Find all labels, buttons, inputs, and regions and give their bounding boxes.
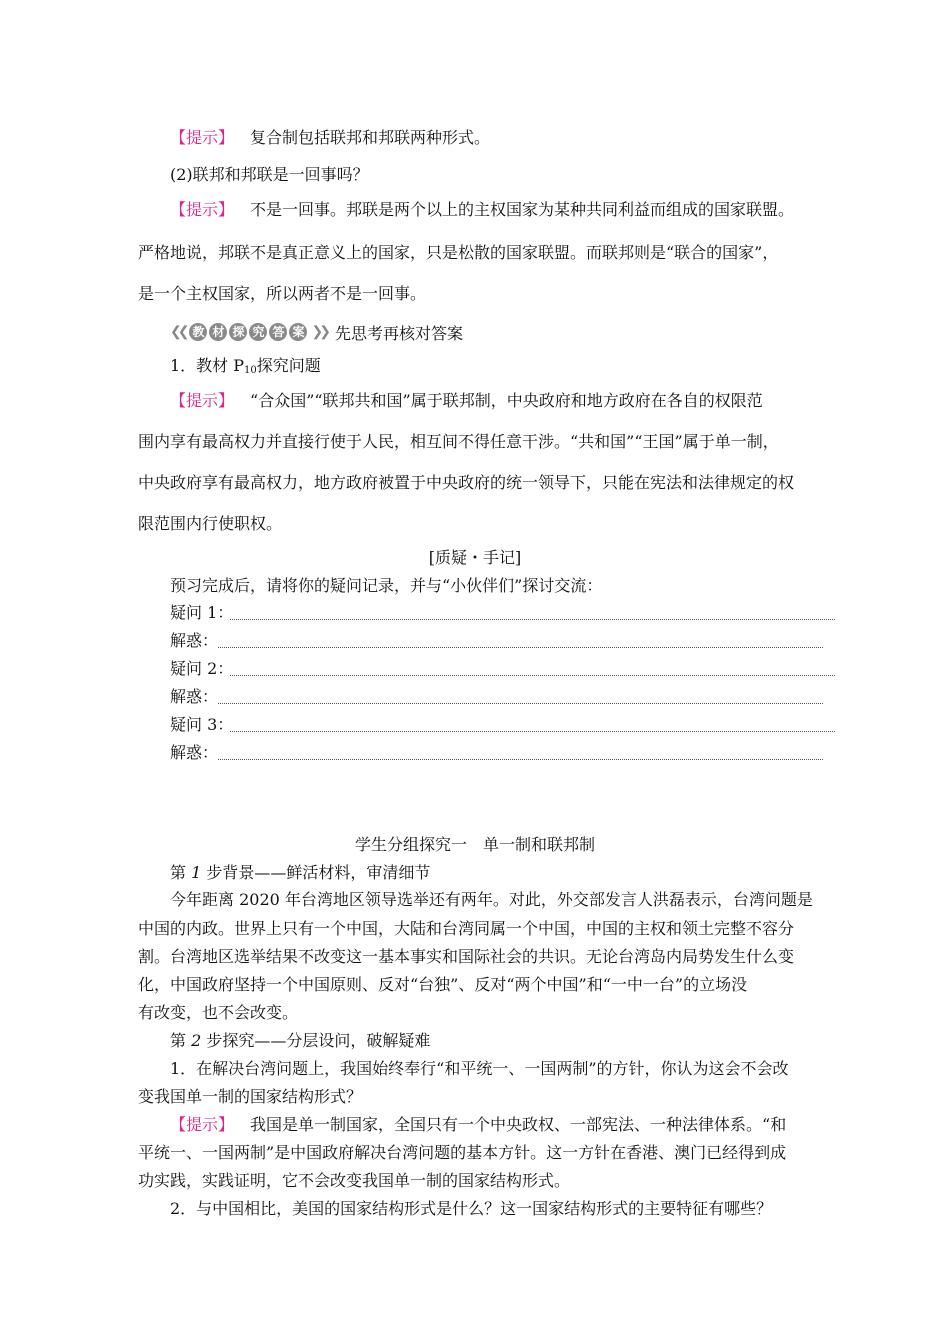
notes-title: [质疑・手记] bbox=[428, 548, 522, 567]
double-chevron-right-icon: ❯❯ bbox=[311, 324, 327, 340]
hint-label: 【提示】 bbox=[170, 391, 235, 410]
material-line: 化，中国政府坚持一个中国原则、反对“台独”、反对“两个中国”和“一中一台”的立场没 bbox=[138, 975, 748, 994]
note-question-1[interactable]: 疑问 1： bbox=[170, 602, 233, 624]
banner-badge: 答 bbox=[269, 323, 287, 341]
hint-label: 【提示】 bbox=[170, 1115, 235, 1134]
hint-label: 【提示】 bbox=[170, 128, 235, 147]
material-line: 今年距离 2020 年台湾地区领导选举还有两年。对此，外交部发言人洪磊表示，台湾问题是 bbox=[170, 890, 813, 909]
hint-paragraph-2 bbox=[170, 199, 794, 221]
textbook-item: 1．教材 $P_{10}$探究问题 bbox=[170, 356, 321, 376]
note-line bbox=[218, 647, 823, 648]
double-chevron-left-icon: ❮❮ bbox=[170, 324, 186, 340]
question-line: 变我国单一制的国家结构形式？ bbox=[138, 1087, 363, 1106]
note-line bbox=[230, 619, 835, 620]
banner-text: 先思考再核对答案 bbox=[334, 323, 463, 343]
note-question-2[interactable]: 疑问 2： bbox=[170, 658, 233, 680]
banner-badge: 究 bbox=[249, 323, 267, 341]
banner-badge: 案 bbox=[289, 323, 307, 341]
hint-text-line: 是一个主权国家，所以两者不是一回事。 bbox=[138, 284, 427, 303]
hint-text-line: 限范围内行使职权。 bbox=[138, 514, 283, 533]
question-line: 1．在解决台湾问题上，我国始终奉行“和平统一、一国两制”的方针，你认为这会不会改 bbox=[170, 1059, 789, 1078]
hint-label: 【提示】 bbox=[170, 200, 235, 219]
note-answer-1[interactable]: 解惑： bbox=[170, 630, 218, 652]
note-line bbox=[230, 675, 835, 676]
question-2: (2)联邦和邦联是一回事吗？ bbox=[170, 165, 369, 184]
question-2-line: 2．与中国相比，美国的国家结构形式是什么？这一国家结构形式的主要特征有哪些？ bbox=[170, 1199, 773, 1218]
material-line: 有改变，也不会改变。 bbox=[138, 1003, 299, 1022]
hint-paragraph-4 bbox=[170, 1114, 786, 1136]
hint-text-line: 围内享有最高权力并直接行使于人民，相互间不得任意干涉。“共和国”“王国”属于单一制， bbox=[138, 432, 779, 451]
section-banner bbox=[170, 320, 463, 344]
hint-text-line: 平统一、一国两制”是中国政府解决台湾问题的基本方针。这一方针在香港、澳门已经得到成 bbox=[138, 1143, 787, 1162]
banner-badge: 教 bbox=[189, 323, 207, 341]
note-line bbox=[218, 759, 823, 760]
note-question-3[interactable]: 疑问 3： bbox=[170, 714, 233, 736]
hint-text: 复合制包括联邦和邦联两种形式。 bbox=[250, 128, 491, 147]
note-answer-3[interactable]: 解惑： bbox=[170, 742, 218, 764]
inquiry-title: 学生分组探究一 单一制和联邦制 bbox=[354, 835, 595, 854]
hint-text-line: 中央政府享有最高权力，地方政府被置于中央政府的统一领导下，只能在宪法和法律规定的权 bbox=[138, 473, 795, 492]
material-line: 中国的内政。世界上只有一个中国，大陆和台湾同属一个中国，中国的主权和领土完整不容分 bbox=[138, 919, 795, 938]
note-answer-2[interactable]: 解惑： bbox=[170, 686, 218, 708]
material-line: 割。台湾地区选举结果不改变这一基本事实和国际社会的共识。无论台湾岛内局势发生什么变 bbox=[138, 947, 795, 966]
hint-text-line: “合众国”“联邦共和国”属于联邦制，中央政府和地方政府在各自的权限范 bbox=[250, 391, 763, 410]
hint-paragraph-3 bbox=[170, 390, 763, 412]
note-line bbox=[218, 703, 823, 704]
hint-text-line: 严格地说，邦联不是真正意义上的国家，只是松散的国家联盟。而联邦则是“联合的国家”， bbox=[138, 243, 779, 262]
banner-badge: 材 bbox=[209, 323, 227, 341]
banner-badge: 探 bbox=[229, 323, 247, 341]
step-2-heading: 第 2 步探究——分层设问，破解疑难 bbox=[170, 1031, 431, 1050]
hint-text-line: 我国是单一制国家，全国只有一个中央政权、一部宪法、一种法律体系。“和 bbox=[250, 1115, 787, 1134]
notes-intro: 预习完成后，请将你的疑问记录，并与“小伙伴们”探讨交流： bbox=[170, 576, 603, 595]
note-line bbox=[230, 731, 835, 732]
hint-text-line: 不是一回事。邦联是两个以上的主权国家为某种共同利益而组成的国家联盟。 bbox=[250, 200, 795, 219]
hint-paragraph-1 bbox=[170, 127, 490, 149]
hint-text-line: 功实践，实践证明，它不会改变我国单一制的国家结构形式。 bbox=[138, 1171, 571, 1190]
step-1-heading: 第 1 步背景——鲜活材料，审清细节 bbox=[170, 863, 431, 882]
